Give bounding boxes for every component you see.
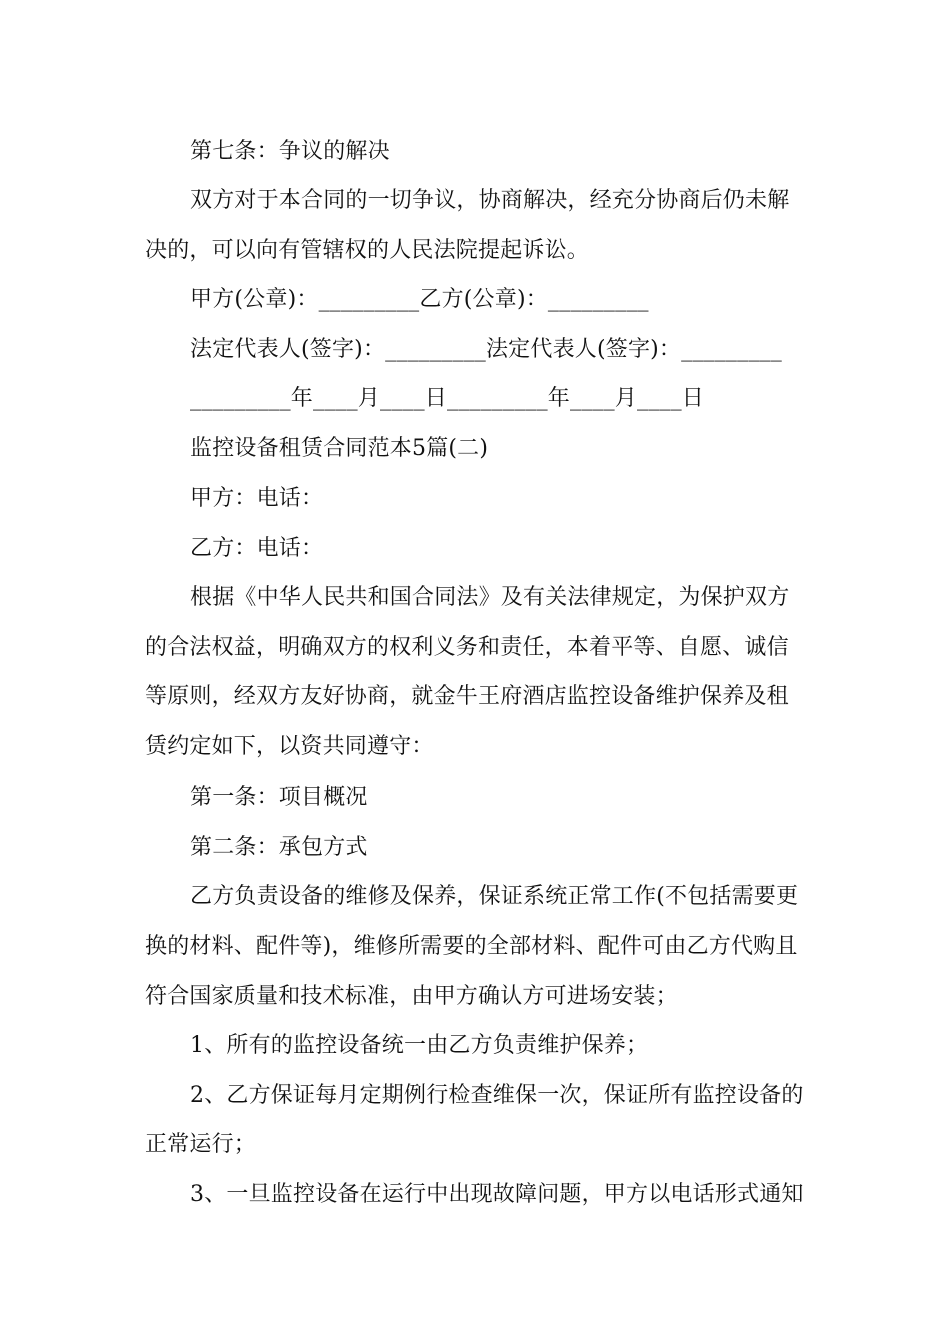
- party-a-line: 甲方：电话：: [190, 486, 324, 511]
- paragraph-line: 乙方负责设备的维修及保养，保证系统正常工作(不包括需要更: [190, 884, 799, 909]
- seal-line: 甲方(公章)：_________乙方(公章)：_________: [190, 287, 649, 312]
- section-title: 监控设备租赁合同范本5篇(二): [190, 436, 489, 461]
- article-2-heading: 第二条：承包方式: [190, 835, 368, 860]
- date-line: _________年____月____日_________年____月____日: [190, 386, 705, 411]
- signature-line: 法定代表人(签字)：_________法定代表人(签字)：_________: [190, 337, 782, 362]
- paragraph-line: 赁约定如下，以资共同遵守：: [145, 734, 434, 759]
- paragraph-line: 双方对于本合同的一切争议，协商解决，经充分协商后仍未解: [190, 188, 790, 213]
- paragraph-line: 正常运行；: [145, 1132, 257, 1157]
- article-1-heading: 第一条：项目概况: [190, 785, 368, 810]
- list-item: 3、一旦监控设备在运行中出现故障问题，甲方以电话形式通知: [190, 1182, 804, 1207]
- paragraph-line: 决的，可以向有管辖权的人民法院提起诉讼。: [145, 238, 590, 263]
- article-7-heading: 第七条：争议的解决: [190, 139, 390, 164]
- paragraph-line: 换的材料、配件等)，维修所需要的全部材料、配件可由乙方代购且: [145, 934, 798, 959]
- paragraph-line: 根据《中华人民共和国合同法》及有关法律规定，为保护双方: [190, 585, 790, 610]
- paragraph-line: 符合国家质量和技术标准，由甲方确认方可进场安装；: [145, 984, 678, 1009]
- party-b-line: 乙方：电话：: [190, 536, 324, 561]
- paragraph-line: 的合法权益，明确双方的权利义务和责任，本着平等、自愿、诚信: [145, 635, 789, 660]
- list-item: 1、所有的监控设备统一由乙方负责维护保养；: [190, 1033, 649, 1058]
- paragraph-line: 等原则，经双方友好协商，就金牛王府酒店监控设备维护保养及租: [145, 684, 789, 709]
- list-item: 2、乙方保证每月定期例行检查维保一次，保证所有监控设备的: [190, 1083, 804, 1108]
